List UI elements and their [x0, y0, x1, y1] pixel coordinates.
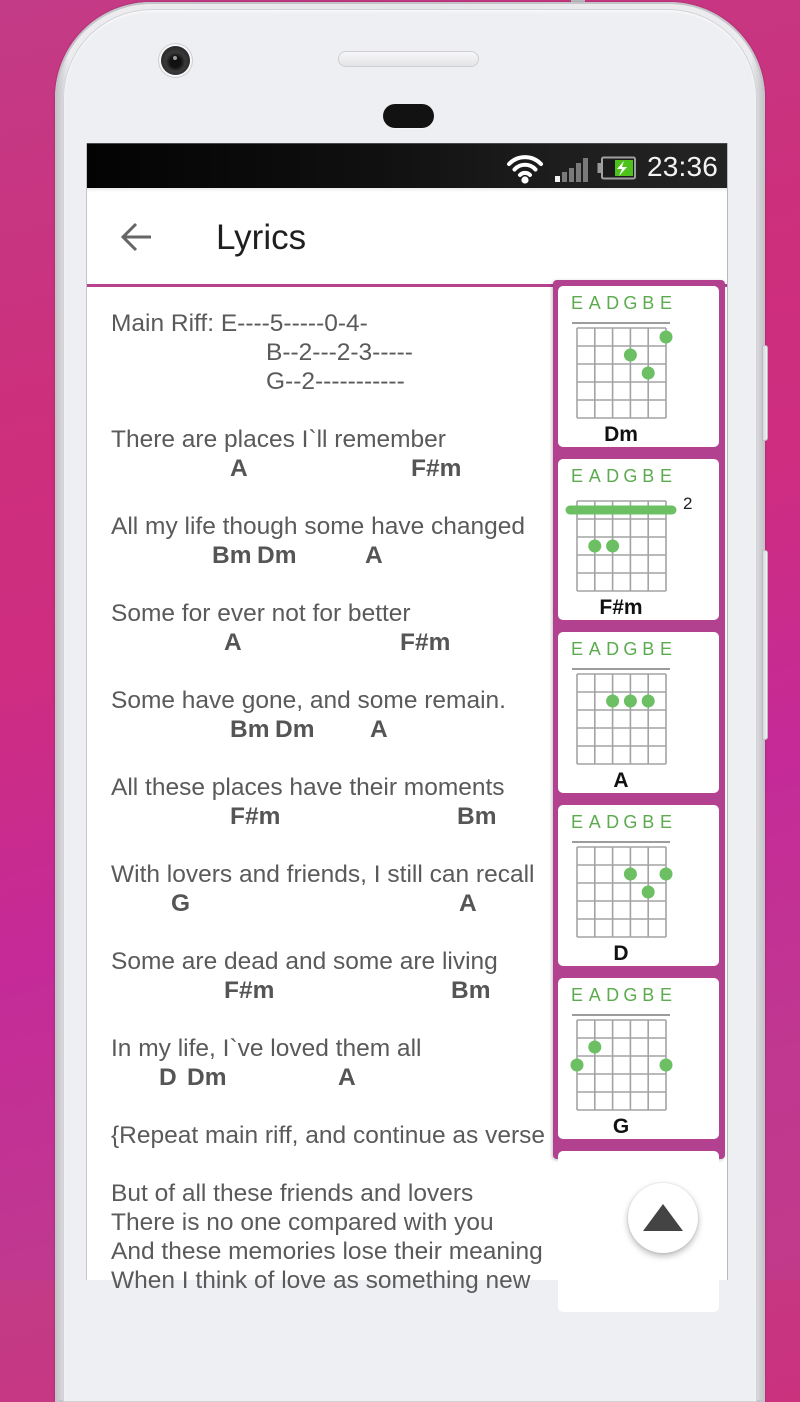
lyric-line: With lovers and friends, I still can recall	[111, 861, 535, 888]
tuning-letter: G	[623, 293, 638, 313]
chord-label[interactable]: F#m	[400, 629, 451, 656]
chord-diagram	[558, 632, 719, 793]
chord-label[interactable]: Bm	[230, 716, 270, 743]
page-title: Lyrics	[216, 218, 307, 257]
lyric-line: There is no one compared with you	[111, 1209, 494, 1236]
finger-dot	[571, 1059, 584, 1072]
finger-dot	[624, 349, 637, 362]
finger-dot	[642, 886, 655, 899]
chord-card-g[interactable]	[558, 978, 719, 1139]
chord-label[interactable]: A	[370, 716, 388, 743]
lyric-line: Some for ever not for better	[111, 600, 411, 627]
phone-screen	[87, 143, 727, 1294]
tuning-letter: A	[588, 985, 601, 1005]
chord-card-dm[interactable]	[558, 286, 719, 447]
chord-label[interactable]: F#m	[224, 977, 275, 1004]
finger-dot	[588, 540, 601, 553]
finger-dot	[660, 331, 673, 344]
tuning-letter: B	[642, 466, 655, 486]
tuning-letter: A	[588, 466, 601, 486]
finger-dot	[642, 367, 655, 380]
chord-label[interactable]: F#m	[411, 455, 462, 482]
tuning-letter: D	[606, 639, 620, 659]
tuning-letter: E	[570, 985, 584, 1005]
chord-card-a[interactable]	[558, 632, 719, 793]
chord-label[interactable]: A	[230, 455, 248, 482]
finger-dot	[606, 695, 619, 708]
base-fret-label: 2	[683, 494, 693, 513]
chord-diagram-panel[interactable]	[553, 280, 725, 1159]
chord-diagram	[558, 978, 719, 1139]
chord-diagram-list[interactable]	[553, 280, 725, 1155]
tuning-letter: A	[588, 639, 601, 659]
chord-label[interactable]: Bm	[212, 542, 252, 569]
chord-diagram	[558, 459, 719, 620]
phone-power-button	[762, 345, 768, 441]
finger-dot	[660, 868, 673, 881]
chord-diagram	[558, 286, 719, 447]
lyric-line: Some are dead and some are living	[111, 948, 498, 975]
lyric-line: All these places have their moments	[111, 774, 505, 801]
status-bar	[87, 143, 727, 188]
chord-diagram	[558, 805, 719, 966]
chord-name: A	[613, 769, 629, 792]
chord-label[interactable]: Bm	[451, 977, 491, 1004]
cell-signal-icon	[555, 158, 589, 182]
chord-name: D	[613, 942, 629, 965]
chord-label[interactable]: A	[365, 542, 383, 569]
tuning-letter: G	[623, 639, 638, 659]
tuning-letter: E	[659, 985, 673, 1005]
tuning-letter: B	[642, 293, 655, 313]
battery-charging-icon	[597, 156, 637, 180]
tuning-letter: A	[588, 293, 601, 313]
tuning-letter: A	[588, 812, 601, 832]
arrow-left-icon	[115, 217, 159, 257]
tuning-letter: E	[570, 466, 584, 486]
tuning-letter: D	[606, 812, 620, 832]
front-camera	[161, 46, 190, 75]
tuning-letter: E	[570, 639, 584, 659]
finger-dot	[606, 540, 619, 553]
chord-label[interactable]: A	[459, 890, 477, 917]
chord-label[interactable]: G	[171, 890, 191, 917]
lyric-line: Some have gone, and some remain.	[111, 687, 506, 714]
repeat-note: {Repeat main riff, and continue as verse	[111, 1122, 546, 1149]
tuning-letter: E	[659, 812, 673, 832]
lyric-line: When I think of love as something new	[111, 1267, 531, 1294]
chord-name: Dm	[604, 423, 638, 446]
chord-label[interactable]: F#m	[230, 803, 281, 830]
tuning-letter: D	[606, 293, 620, 313]
tuning-letter: D	[606, 466, 620, 486]
chord-label[interactable]: A	[224, 629, 242, 656]
phone-volume-button	[762, 550, 768, 740]
finger-dot	[624, 695, 637, 708]
proximity-sensor	[383, 104, 434, 128]
finger-dot	[588, 1041, 601, 1054]
tuning-letter: E	[659, 639, 673, 659]
tuning-letter: B	[642, 985, 655, 1005]
tuning-letter: E	[570, 812, 584, 832]
back-button[interactable]	[115, 217, 159, 257]
wifi-icon	[505, 151, 545, 184]
triangle-up-icon	[643, 1204, 683, 1231]
riff-line: B--2---2-3-----	[266, 339, 413, 366]
finger-dot	[624, 868, 637, 881]
lyric-line: But of all these friends and lovers	[111, 1180, 474, 1207]
chord-card-d[interactable]	[558, 805, 719, 966]
riff-line: G--2-----------	[266, 368, 405, 395]
earpiece-speaker	[338, 51, 479, 67]
lyric-line: There are places I`ll remember	[111, 426, 446, 453]
finger-dot	[660, 1059, 673, 1072]
tuning-letter: E	[659, 466, 673, 486]
chord-label[interactable]: Bm	[457, 803, 497, 830]
lyric-line: In my life, I`ve loved them all	[111, 1035, 422, 1062]
chord-name: F#m	[599, 596, 643, 619]
tuning-letter: G	[623, 985, 638, 1005]
chord-name: G	[612, 1115, 630, 1138]
lyric-line: And these memories lose their meaning	[111, 1238, 543, 1265]
chord-card-f-sharp-m[interactable]	[558, 459, 719, 620]
chord-label[interactable]: D	[159, 1064, 177, 1091]
riff-line: Main Riff: E----5-----0-4-	[111, 310, 368, 337]
lyric-line: All my life though some have changed	[111, 513, 526, 540]
chord-label[interactable]: Dm	[275, 716, 315, 743]
tuning-letter: E	[659, 293, 673, 313]
tuning-letter: E	[570, 293, 584, 313]
tuning-letter: D	[606, 985, 620, 1005]
finger-dot	[642, 695, 655, 708]
chord-label[interactable]: Dm	[187, 1064, 227, 1091]
status-time: 23:36	[647, 151, 719, 182]
tuning-letter: G	[623, 812, 638, 832]
app-bar	[87, 188, 727, 284]
tuning-letter: B	[642, 639, 655, 659]
tuning-letter: G	[623, 466, 638, 486]
chord-label[interactable]: Dm	[257, 542, 297, 569]
tuning-letter: B	[642, 812, 655, 832]
chord-label[interactable]: A	[338, 1064, 356, 1091]
scroll-to-top-button[interactable]	[628, 1183, 698, 1253]
